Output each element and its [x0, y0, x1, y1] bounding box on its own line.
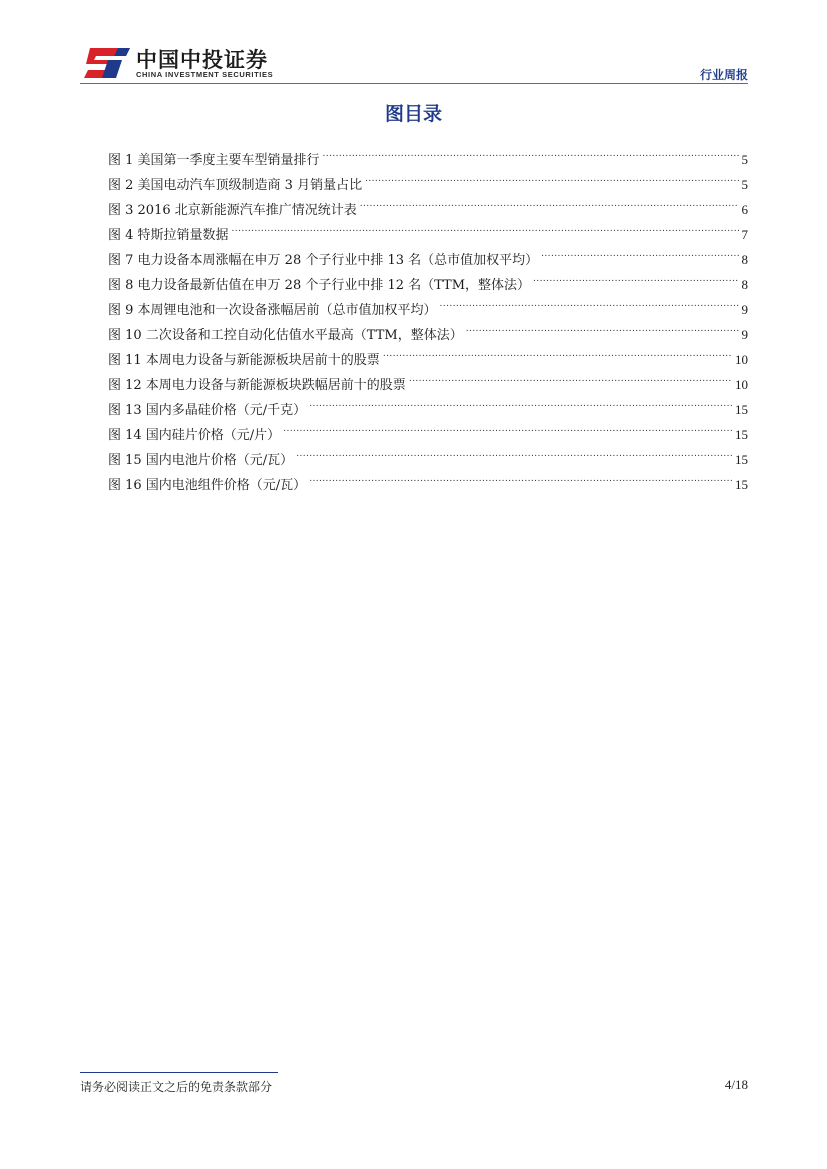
toc-entry-label: 图 7 电力设备本周涨幅在申万 28 个子行业中排 13 名（总市值加权平均） — [108, 253, 539, 268]
toc-dot-leader — [283, 425, 732, 439]
toc-entry[interactable] — [108, 300, 748, 325]
toc-entry-label: 图 8 电力设备最新估值在申万 28 个子行业中排 12 名（TTM，整体法） — [108, 278, 531, 293]
toc-entry-page: 15 — [735, 427, 748, 442]
toc-entry[interactable] — [108, 375, 748, 400]
page-number: 4/18 — [724, 1077, 748, 1092]
toc-entry-label: 图 15 国内电池片价格（元/瓦） — [108, 453, 294, 468]
toc-dot-leader — [409, 375, 732, 389]
toc-entry[interactable] — [108, 425, 748, 450]
toc-entry-label: 图 3 2016 北京新能源汽车推广情况统计表 — [108, 203, 357, 218]
figure-toc-list — [108, 150, 748, 500]
toc-entry-label: 图 11 本周电力设备与新能源板块居前十的股票 — [108, 353, 380, 368]
toc-entry-label: 图 12 本周电力设备与新能源板块跌幅居前十的股票 — [108, 378, 406, 393]
toc-dot-leader — [360, 200, 739, 214]
brand-name-en: CHINA INVESTMENT SECURITIES — [136, 70, 274, 79]
toc-entry-label: 图 14 国内硅片价格（元/片） — [108, 428, 281, 443]
footer-divider — [80, 1072, 278, 1073]
toc-entry-page: 9 — [741, 302, 748, 317]
toc-dot-leader — [323, 150, 739, 164]
toc-entry-page: 8 — [741, 252, 748, 267]
toc-dot-leader — [533, 275, 738, 289]
footer-disclaimer: 请务必阅读正文之后的免责条款部分 — [80, 1080, 273, 1094]
toc-dot-leader — [365, 175, 738, 189]
toc-entry-label: 图 2 美国电动汽车顶级制造商 3 月销量占比 — [108, 178, 363, 193]
toc-dot-leader — [383, 350, 732, 364]
toc-entry-page: 6 — [741, 202, 748, 217]
toc-entry-page: 15 — [735, 477, 748, 492]
toc-entry[interactable] — [108, 325, 748, 350]
toc-entry[interactable] — [108, 450, 748, 475]
toc-dot-leader — [296, 450, 732, 464]
toc-title: 图目录 — [384, 103, 442, 125]
header-divider — [80, 83, 748, 84]
toc-entry-page: 10 — [735, 377, 748, 392]
toc-dot-leader — [440, 300, 739, 314]
toc-dot-leader — [309, 475, 732, 489]
toc-entry-page: 7 — [741, 227, 748, 242]
toc-entry[interactable] — [108, 225, 748, 250]
toc-entry-page: 15 — [735, 452, 748, 467]
toc-entry[interactable] — [108, 475, 748, 500]
toc-entry[interactable] — [108, 400, 748, 425]
toc-entry[interactable] — [108, 275, 748, 300]
toc-entry-page: 9 — [741, 327, 748, 342]
toc-entry-label: 图 16 国内电池组件价格（元/瓦） — [108, 478, 307, 493]
toc-entry-page: 5 — [741, 152, 748, 167]
toc-entry[interactable] — [108, 200, 748, 225]
toc-entry[interactable] — [108, 150, 748, 175]
brand-name-cn: 中国中投证券 — [136, 48, 268, 72]
toc-entry-label: 图 9 本周锂电池和一次设备涨幅居前（总市值加权平均） — [108, 303, 437, 318]
toc-entry-label: 图 1 美国第一季度主要车型销量排行 — [108, 153, 320, 168]
toc-entry-label: 图 4 特斯拉销量数据 — [108, 228, 229, 243]
toc-entry-label: 图 10 二次设备和工控自动化估值水平最高（TTM，整体法） — [108, 328, 463, 343]
toc-entry[interactable] — [108, 250, 748, 275]
toc-dot-leader — [309, 400, 732, 414]
toc-entry-page: 15 — [735, 402, 748, 417]
toc-entry-page: 10 — [735, 352, 748, 367]
toc-dot-leader — [466, 325, 739, 339]
toc-entry-page: 5 — [741, 177, 748, 192]
page-header — [80, 40, 748, 84]
toc-dot-leader — [541, 250, 738, 264]
toc-dot-leader — [232, 225, 739, 239]
brand-logo — [80, 44, 280, 84]
toc-entry-label: 图 13 国内多晶硅价格（元/千克） — [108, 403, 307, 418]
toc-entry-page: 8 — [741, 277, 748, 292]
toc-entry[interactable] — [108, 175, 748, 200]
report-type-label: 行业周报 — [699, 68, 748, 82]
brand-logo-mark-icon — [82, 46, 132, 80]
toc-entry[interactable] — [108, 350, 748, 375]
